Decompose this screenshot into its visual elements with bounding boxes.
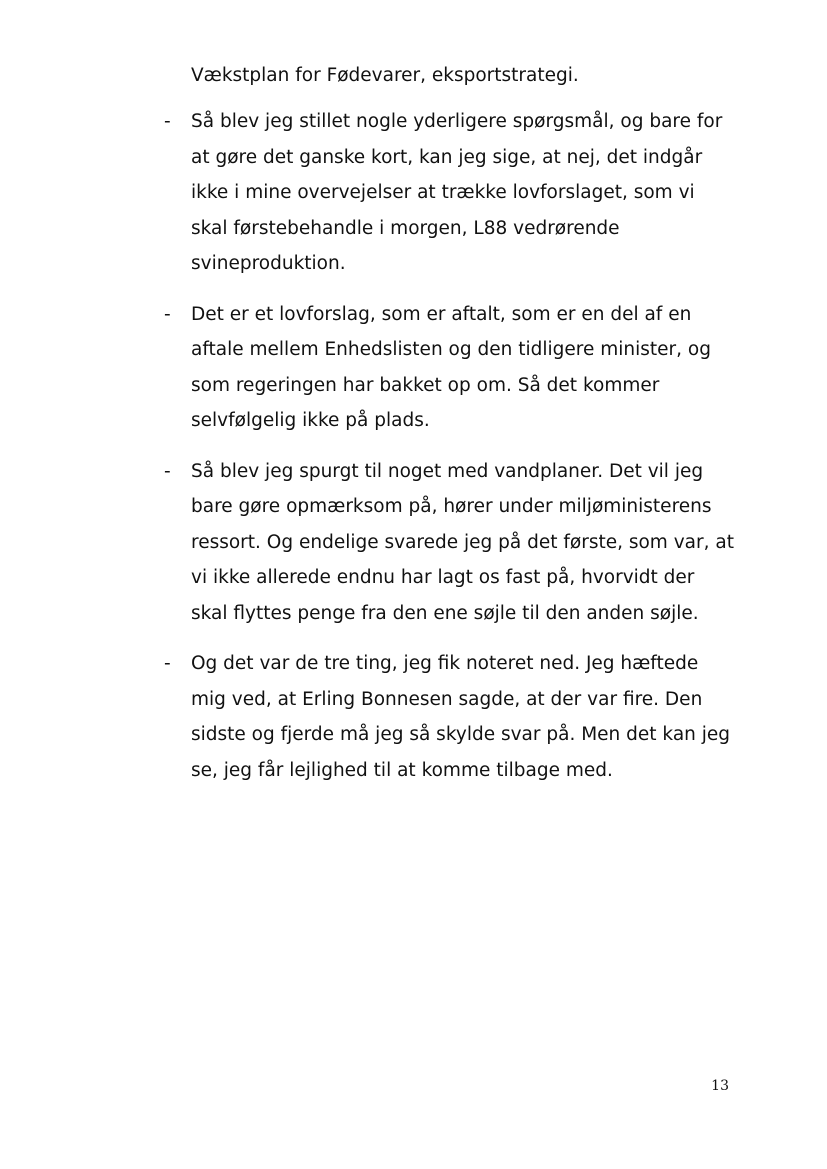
list-item-text: Så blev jeg spurgt til noget med vandplaner. Det vil jeg bare gøre opmærksom på, hører under miljøministerens ressort. Og endelige svarede jeg på det første, som var, at vi ikke allerede endnu har lagt os fast på, hvorvidt der skal flyttes penge fra den ene søjle til den anden søjle. [191, 460, 734, 624]
bullet-dash: - [164, 303, 171, 325]
bullet-dash: - [164, 460, 171, 482]
list-item [0, 297, 827, 439]
page-number: 13 [711, 1078, 729, 1094]
list-item-text: Det er et lovforslag, som er aftalt, som er en del af en aftale mellem Enhedslisten og den tidligere minister, og som regeringen har bakket op om. Så det kommer selvfølgelig ikke på plads. [191, 303, 711, 431]
list-item [0, 646, 827, 788]
bullet-dash: - [164, 653, 171, 674]
list-item [0, 454, 827, 632]
bullet-list [0, 104, 827, 803]
bullet-dash: - [164, 111, 171, 132]
continuation-paragraph: Vækstplan for Fødevarer, eksportstrategi. [191, 65, 579, 86]
list-item-text: Og det var de tre ting, jeg fik noteret ned. Jeg hæftede mig ved, at Erling Bonnesen sagde, at der var fire. Den sidste og fjerde må jeg så skylde svar på. Men det kan jeg se, jeg får lejlighed til at komme tilbage med. [191, 653, 731, 781]
list-item [0, 104, 827, 282]
list-item-text: Så blev jeg stillet nogle yderligere spørgsmål, og bare for at gøre det ganske kort, kan jeg sige, at nej, det indgår ikke i mine overvejelser at trække lovforslaget, som vi skal førstebehandle i morgen, L88 vedrørende svineproduktion. [191, 111, 723, 274]
